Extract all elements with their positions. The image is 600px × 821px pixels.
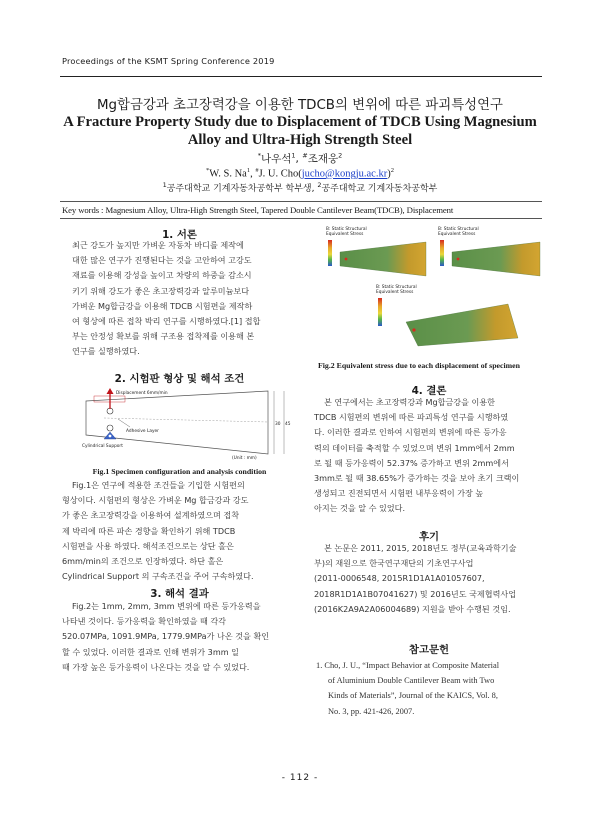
fig2-panel-1mm bbox=[326, 226, 426, 276]
keywords: Key words : Magnesium Alloy, Ultra-High Strength Steel, Tapered Double Cantilever Beam(TDCB), Displacement bbox=[62, 205, 454, 215]
ack-line: 본 논문은 2011, 2015, 2018년도 정부(교육과학기술 bbox=[324, 543, 517, 553]
fig1-adhesive-label: Adhesive Layer bbox=[126, 429, 159, 434]
fig2-panel3-legend bbox=[378, 298, 382, 326]
fig2-panel1-hole bbox=[345, 258, 348, 261]
fig2-panel2-hole bbox=[457, 258, 460, 261]
authors-english bbox=[0, 167, 600, 180]
intro-line: 대한 많은 연구가 진행된다는 것을 고안하여 고강도 bbox=[72, 255, 252, 266]
acknowledgement-heading: 후기 bbox=[418, 531, 440, 543]
author1-affil-en: 1 bbox=[246, 167, 251, 174]
fig1-support-label: Cylindrical Support bbox=[82, 444, 123, 449]
conclusion-line: 력의 데이터를 축적할 수 있었으며 변위 1mm에서 2mm bbox=[314, 442, 515, 453]
author1-mark: * bbox=[257, 151, 261, 160]
intro-line: 최근 강도가 높지만 가벼운 자동차 바디를 제작에 bbox=[72, 240, 244, 250]
reference-list bbox=[316, 658, 548, 719]
author2-mark-en: # bbox=[255, 167, 259, 174]
conclusion-line: 본 연구에서는 초고장력강과 Mg합금강을 이용한 bbox=[324, 397, 495, 407]
analysis-paragraph bbox=[62, 599, 297, 675]
analysis-line: 할 수 있었다. 이러한 결과로 인해 변위가 3mm 일 bbox=[62, 646, 239, 657]
conclusion-heading: 4. 결론 bbox=[411, 385, 447, 397]
fig2-stress-panels bbox=[318, 222, 548, 352]
ack-line: (2011-0006548, 2015R1D1A1A01057607, bbox=[314, 573, 485, 584]
author2-name-ko: 조재웅 bbox=[307, 153, 339, 165]
author1-name-en: W. S. Na bbox=[209, 168, 247, 180]
analysis-heading: 3. 해석 결과 bbox=[150, 588, 209, 600]
shape-line: 형상이다. 시험편의 형상은 가벼운 Mg 합금강과 강도 bbox=[62, 495, 249, 506]
conclusion-line: 3mm로 될 때 38.65%가 증가하는 것을 보아 초기 크랙이 bbox=[314, 473, 520, 484]
references-heading: 참고문헌 bbox=[408, 644, 450, 656]
shape-paragraph bbox=[62, 478, 297, 584]
page-number: - 112 - bbox=[281, 773, 319, 783]
fig1-caption: Fig.1 Specimen configuration and analysis condition bbox=[92, 467, 267, 476]
fig1-dim-b: 45 bbox=[285, 422, 291, 427]
author2-close-paren: ) bbox=[387, 168, 391, 180]
affiliations bbox=[0, 181, 600, 194]
author1-mark-en: * bbox=[206, 167, 210, 174]
shape-line: 시험편을 사용 하였다. 해석조건으로는 상단 홀은 bbox=[62, 540, 234, 551]
analysis-line: 520.07MPa, 1091.9MPa, 1779.9MPa가 나온 것을 확인 bbox=[62, 631, 270, 642]
conclusion-paragraph bbox=[314, 395, 544, 517]
fig2-caption: Fig.2 Equivalent stress due to each displacement of specimen bbox=[318, 361, 520, 370]
author2-affil-en: 2 bbox=[390, 167, 394, 174]
reference-line: 1. Cho, J. U., “Impact Behavior at Composite Material bbox=[316, 661, 500, 670]
fig2-panel3-hole bbox=[412, 328, 415, 331]
intro-line: 연구를 실행하였다. bbox=[72, 346, 140, 357]
title-english bbox=[40, 113, 560, 149]
conference-header: Proceedings of the KSMT Spring Conference 2019 bbox=[62, 56, 275, 66]
ack-line: (2016K2A9A2A06004689) 지원을 받아 수행된 것임. bbox=[314, 603, 511, 614]
fig2-panel1-subtitle: Equivalent Stress bbox=[326, 232, 364, 237]
fig2-panel1-legend bbox=[328, 240, 332, 266]
reference-line: of Aluminium Double Cantilever Beam with Two bbox=[328, 676, 495, 686]
conclusion-line: 다. 이러한 결과로 인하여 시험편의 변위에 따른 등가응 bbox=[314, 427, 507, 438]
fig2-panel2-beam bbox=[452, 242, 540, 276]
shape-line: 가 좋은 초고장력강을 이용하여 설계하였으며 접착 bbox=[62, 510, 240, 521]
affil2-text: 공주대학교 기계자동차공학부 bbox=[321, 184, 438, 194]
shape-line: 6mm/min의 조건으로 인장하였다. 하단 홀은 bbox=[62, 556, 224, 567]
fig1-dim-a: 30 bbox=[275, 422, 281, 427]
fig2-panel3-subtitle: Equivalent Stress bbox=[376, 290, 414, 295]
conclusion-line: 생성되고 진전되면서 시험편 내부응력이 가장 높 bbox=[314, 488, 484, 499]
intro-line: 재료를 이용해 강성을 높이고 차량의 하중을 감소시 bbox=[72, 270, 252, 281]
header-rule bbox=[60, 76, 542, 77]
fig1-displacement-label: Displacement 6mm/min bbox=[116, 391, 168, 396]
shape-line: 제 박리에 따른 파손 경향을 확인하기 위해 TDCB bbox=[62, 525, 236, 536]
fig2-panel3-title: B: Static Structural bbox=[376, 285, 417, 290]
ack-line: 부)의 재원으로 한국연구재단의 기초연구사업 bbox=[314, 558, 474, 569]
keywords-bottom-rule bbox=[60, 218, 542, 219]
intro-paragraph bbox=[62, 238, 297, 360]
fig1-lower-hole bbox=[107, 425, 113, 431]
fig2-panel-2mm bbox=[438, 226, 540, 276]
affil2-mark: 2 bbox=[317, 181, 322, 189]
author1-name-ko: 나우석 bbox=[260, 153, 292, 165]
author-separator: , bbox=[295, 153, 303, 165]
fig1-unit-label: (Unit : mm) bbox=[232, 456, 257, 461]
analysis-line: 나타낸 것이다. 등가응력을 확인하였을 때 각각 bbox=[62, 616, 226, 627]
acknowledgement-paragraph bbox=[314, 541, 544, 617]
affil1-text: 공주대학교 기계자동차공학부 학부생, bbox=[166, 184, 318, 194]
title-english-line1: A Fracture Property Study due to Displacement of TDCB Using Magnesium bbox=[63, 114, 537, 130]
analysis-line: 때 가장 높은 등가응력이 나온다는 것을 알 수 있었다. bbox=[62, 661, 250, 672]
fig2-panel1-beam bbox=[340, 242, 426, 276]
fig2-panel2-title: B: Static Structural bbox=[438, 227, 479, 232]
fig1-arrow-head bbox=[107, 388, 114, 394]
intro-line: 부는 안정성 확보를 위해 구조용 접착제를 이용해 본 bbox=[72, 331, 255, 342]
affil1-mark: 1 bbox=[162, 181, 167, 189]
author2-name-en: J. U. Cho( bbox=[258, 168, 302, 180]
intro-line: 가벼운 Mg합금강을 이용해 TDCB 시험편을 제작하 bbox=[72, 300, 253, 311]
ack-line: 2018R1D1A1B07041627) 및 2016년도 국제협력사업 bbox=[314, 588, 517, 599]
intro-heading: 1. 서론 bbox=[162, 229, 197, 241]
reference-line: Kinds of Materials”, Journal of the KAICS, Vol. 8, bbox=[328, 691, 498, 701]
intro-line: 키기 위해 강도가 좋은 초고장력강과 알루미늄보다 bbox=[72, 285, 250, 296]
shape-heading: 2. 시험판 형상 및 해석 조건 bbox=[114, 373, 245, 385]
conclusion-line: TDCB 시험편의 변위에 따른 파괴특성 연구를 시행하였 bbox=[314, 412, 509, 423]
author-email-link[interactable]: jucho@kongju.ac.kr bbox=[301, 168, 388, 180]
title-korean: Mg합금강과 초고장력강을 이용한 TDCB의 변위에 따른 파괴특성연구 bbox=[96, 98, 503, 113]
shape-line: Fig.1은 연구에 적용한 조건들을 기입한 시험편의 bbox=[72, 480, 245, 490]
authors-korean bbox=[0, 151, 600, 166]
fig2-panel-3mm bbox=[376, 284, 518, 346]
fig2-panel3-beam bbox=[406, 304, 518, 346]
fig2-panel2-legend bbox=[440, 240, 444, 266]
title-english-line2: Alloy and Ultra-High Strength Steel bbox=[187, 132, 413, 148]
intro-line: 여 형상에 따른 접착 박리 연구를 시행하였다.[1] 접합 bbox=[72, 316, 261, 327]
shape-line: Cylindrical Support 의 구속조건을 주어 구속하였다. bbox=[62, 571, 254, 582]
fig2-panel1-title: B: Static Structural bbox=[326, 227, 367, 232]
conclusion-line: 로 될 때 등가응력이 52.37% 증가하고 변위 2mm에서 bbox=[314, 457, 509, 468]
author1-affil-ko: 1 bbox=[291, 151, 296, 160]
analysis-line: Fig.2는 1mm, 2mm, 3mm 변위에 따른 등가응력을 bbox=[72, 601, 261, 611]
reference-line: No. 3, pp. 421-426, 2007. bbox=[328, 706, 415, 716]
conclusion-line: 아지는 것을 알 수 있었다. bbox=[314, 503, 406, 514]
fig1-support-hub bbox=[109, 435, 112, 438]
author-separator-en: , bbox=[250, 168, 256, 180]
author2-affil-ko: 2 bbox=[338, 151, 343, 160]
fig1-specimen-diagram bbox=[72, 387, 294, 461]
author2-mark: # bbox=[302, 151, 308, 160]
fig2-panel2-subtitle: Equivalent Stress bbox=[438, 232, 476, 237]
keywords-top-rule bbox=[60, 201, 542, 202]
